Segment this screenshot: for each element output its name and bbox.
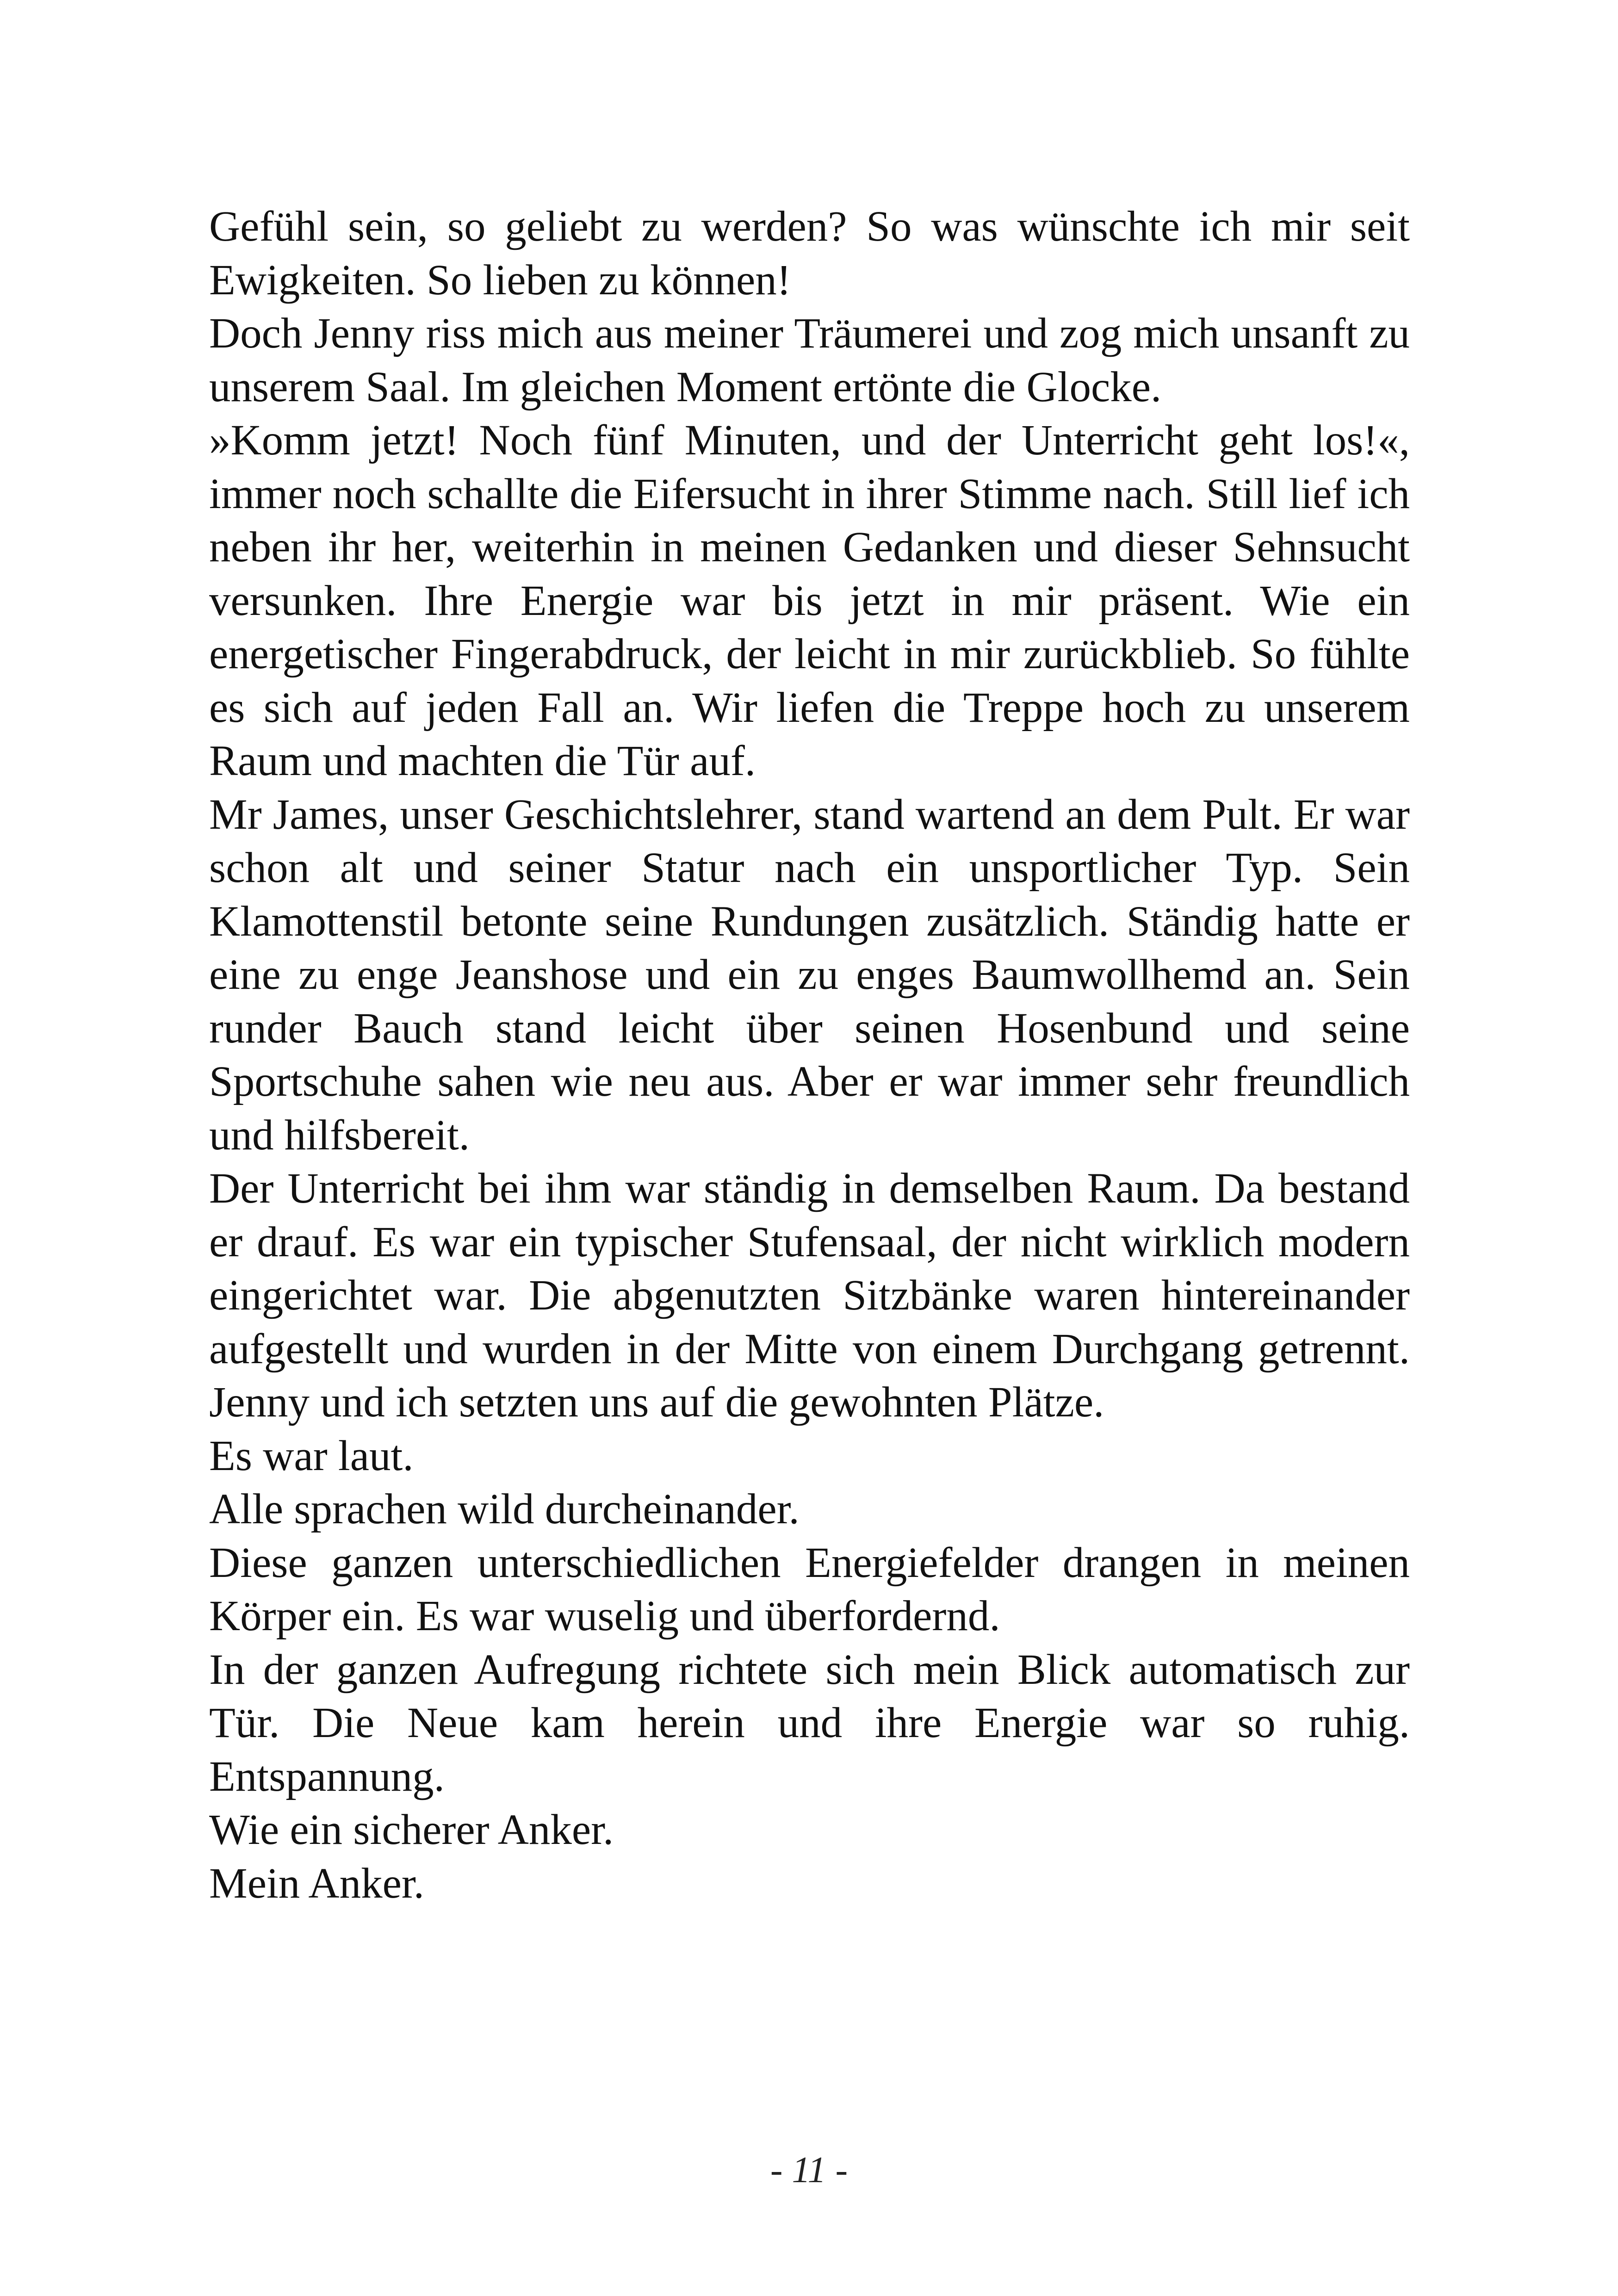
- paragraph: In der ganzen Aufregung richtete sich mein Blick automatisch zur Tür. Die Neue kam herein und ihre Energie war so ruhig. Entspannung.: [209, 1645, 1410, 1800]
- paragraph: Es war laut.: [209, 1432, 414, 1480]
- body-text: [209, 200, 1410, 1910]
- paragraph: Wie ein sicherer Anker.: [209, 1806, 614, 1854]
- paragraph: »Komm jetzt! Noch fünf Minuten, und der Unterricht geht los!«, immer noch schallte die Eifersucht in ihrer Stimme nach. Still lief ich neben ihr her, weiterhin in meinen Gedanken und dieser Sehnsucht versunken. Ihre Energie war bis jetzt in mir präsent. Wie ein energetischer Fingerabdruck, der leicht in mir zurückblieb. So fühlte es sich auf jeden Fall an. Wir liefen die Treppe hoch zu unserem Raum und machten die Tür auf.: [209, 416, 1410, 785]
- paragraph: Alle sprachen wild durcheinander.: [209, 1485, 800, 1533]
- paragraph: Doch Jenny riss mich aus meiner Träumerei und zog mich unsanft zu unserem Saal. Im gleichen Moment ertönte die Glocke.: [209, 310, 1410, 411]
- page-number: - 11 -: [770, 2150, 848, 2191]
- paragraph: Der Unterricht bei ihm war ständig in demselben Raum. Da bestand er drauf. Es war ein typischer Stufensaal, der nicht wirklich modern eingerichtet war. Die abgenutzten Sitzbänke waren hintereinander aufgestellt und wurden in der Mitte von einem Durchgang getrennt. Jenny und ich setzten uns auf die gewohnten Plätze.: [209, 1165, 1410, 1426]
- paragraph: Mein Anker.: [209, 1859, 424, 1907]
- paragraph: Gefühl sein, so geliebt zu werden? So was wünschte ich mir seit Ewigkeiten. So lieben zu können!: [209, 203, 1410, 304]
- paragraph: Diese ganzen unterschiedlichen Energiefelder drangen in meinen Körper ein. Es war wuselig und überfordernd.: [209, 1539, 1410, 1640]
- paragraph: Mr James, unser Geschichtslehrer, stand wartend an dem Pult. Er war schon alt und seiner Statur nach ein unsportlicher Typ. Sein Klamottenstil betonte seine Rundungen zusätzlich. Ständig hatte er eine zu enge Jeanshose und ein zu enges Baumwollhemd an. Sein runder Bauch stand leicht über seinen Hosenbund und seine Sportschuhe sahen wie neu aus. Aber er war immer sehr freundlich und hilfsbereit.: [209, 790, 1410, 1159]
